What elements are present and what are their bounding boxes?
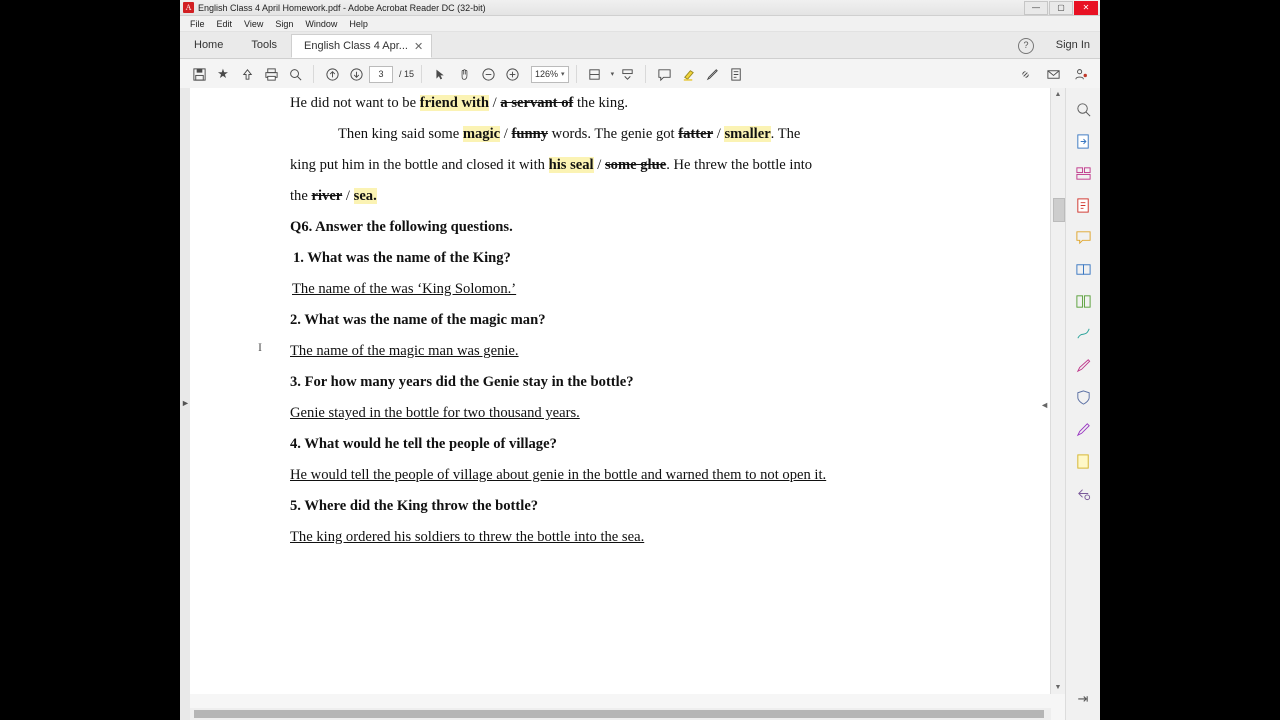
zoom-in-icon[interactable]: [501, 63, 523, 85]
acrobat-window: [180, 0, 1100, 720]
pdf-page[interactable]: [190, 88, 1051, 694]
question-5: 5. Where did the King throw the bottle?: [290, 498, 539, 514]
vertical-scroll-thumb[interactable]: [1053, 198, 1065, 222]
star-icon[interactable]: ★: [217, 66, 229, 81]
certificate-icon[interactable]: [1072, 482, 1094, 504]
text-cursor-icon: I: [258, 340, 262, 354]
window-title: English Class 4 April Homework.pdf - Adobe Acrobat Reader DC (32-bit): [198, 2, 486, 13]
comment-icon[interactable]: [1072, 226, 1094, 248]
toolbar-separator: [645, 65, 646, 83]
combine-files-icon[interactable]: [1072, 258, 1094, 280]
answer-4: He would tell the people of village about genie in the bottle and warned them to not open it.: [290, 467, 827, 483]
answer-1: The name of the was ‘King Solomon.’: [292, 281, 517, 297]
close-button[interactable]: ✕: [1074, 1, 1098, 15]
vertical-scrollbar[interactable]: [1050, 88, 1065, 694]
main-toolbar: [180, 59, 1100, 90]
page-number-input[interactable]: 3: [369, 66, 393, 83]
tab-home[interactable]: Home: [194, 39, 224, 51]
answer-5: The king ordered his soldiers to threw the bottle into the sea.: [290, 529, 645, 545]
work-area: [180, 88, 1100, 720]
doc-line-3: king put him in the bottle and closed it with his seal / some glue. He threw the bottle into: [290, 157, 813, 173]
menu-item-view[interactable]: View: [244, 18, 264, 29]
toolbar-separator: [313, 65, 314, 83]
answer-3: Genie stayed in the bottle for two thousand years.: [290, 405, 580, 421]
organize-pages-icon[interactable]: [1072, 290, 1094, 312]
share-icon[interactable]: [1070, 63, 1092, 85]
menu-item-window[interactable]: Window: [305, 18, 338, 29]
expand-rail-icon[interactable]: ⇥: [1077, 691, 1089, 706]
save-icon[interactable]: [188, 63, 210, 85]
question-2: 2. What was the name of the magic man?: [290, 312, 546, 328]
doc-line-2: Then king said some magic / funny words. The genie got fatter / smaller. The: [338, 126, 801, 142]
chevron-down-icon[interactable]: ▾: [610, 71, 615, 78]
create-pdf-icon[interactable]: [1072, 162, 1094, 184]
hand-tool-icon[interactable]: [453, 63, 475, 85]
tab-document-label: English Class 4 Apr...: [304, 40, 408, 52]
menu-item-sign[interactable]: Sign: [275, 18, 294, 29]
expand-navigation-icon[interactable]: ►: [181, 398, 190, 408]
doc-line-1: He did not want to be friend with / a servant of the king.: [290, 95, 629, 111]
print-icon[interactable]: [260, 63, 282, 85]
edit-pdf-icon[interactable]: [1072, 194, 1094, 216]
acrobat-logo-icon: A: [183, 2, 194, 13]
menu-bar: [180, 16, 1100, 32]
fit-page-icon[interactable]: [584, 63, 606, 85]
horizontal-scroll-thumb[interactable]: [194, 710, 1044, 718]
answer-2: The name of the magic man was genie.: [290, 343, 519, 359]
toolbar-separator: [576, 65, 577, 83]
search-icon[interactable]: [284, 63, 306, 85]
zoom-out-icon[interactable]: [477, 63, 499, 85]
zoom-level-value: 126%: [535, 69, 559, 79]
tab-bar: [180, 32, 1100, 59]
more-tools-icon[interactable]: [1072, 450, 1094, 472]
question-3: 3. For how many years did the Genie stay in the bottle?: [290, 374, 634, 390]
link-icon[interactable]: [1014, 63, 1036, 85]
question-1: 1. What was the name of the King?: [293, 250, 511, 266]
toolbar-separator: [421, 65, 422, 83]
tab-document[interactable]: [291, 34, 432, 58]
maximize-button[interactable]: ▢: [1049, 1, 1073, 15]
comment-icon[interactable]: [653, 63, 675, 85]
left-navigation-strip[interactable]: [180, 88, 190, 720]
q6-heading: Q6. Answer the following questions.: [290, 219, 513, 235]
search-icon[interactable]: [1072, 98, 1094, 120]
next-page-icon[interactable]: [345, 63, 367, 85]
export-pdf-icon[interactable]: [1072, 130, 1094, 152]
window-controls: [1024, 1, 1098, 15]
stamp-icon[interactable]: [725, 63, 747, 85]
tools-rail: [1065, 88, 1100, 720]
tab-tools[interactable]: Tools: [251, 39, 278, 51]
send-track-icon[interactable]: [1072, 354, 1094, 376]
document-text: [290, 88, 950, 553]
fill-sign-icon[interactable]: [1072, 322, 1094, 344]
question-4: 4. What would he tell the people of village?: [290, 436, 557, 452]
chevron-down-icon: ▾: [561, 71, 565, 78]
upload-icon[interactable]: [236, 63, 258, 85]
menu-item-help[interactable]: Help: [349, 18, 368, 29]
scroll-mode-icon[interactable]: [616, 63, 638, 85]
protect-icon[interactable]: [1072, 386, 1094, 408]
draw-icon[interactable]: [701, 63, 723, 85]
scroll-down-button[interactable]: ▼: [1054, 684, 1062, 691]
edit-signature-icon[interactable]: [1072, 418, 1094, 440]
highlight-icon[interactable]: [677, 63, 699, 85]
mail-icon[interactable]: [1042, 63, 1064, 85]
previous-page-icon[interactable]: [321, 63, 343, 85]
sign-in-button[interactable]: Sign In: [1055, 39, 1090, 51]
doc-line-4: the river / sea.: [290, 188, 377, 204]
page-total-label: / 15: [399, 69, 415, 79]
help-icon[interactable]: ?: [1018, 38, 1034, 54]
menu-item-edit[interactable]: Edit: [216, 18, 233, 29]
collapse-panel-icon[interactable]: ◄: [1040, 400, 1049, 410]
page-viewport[interactable]: [190, 88, 1065, 720]
toolbar-right-group: [1014, 63, 1092, 85]
zoom-level-select[interactable]: [531, 66, 569, 83]
scroll-up-button[interactable]: ▲: [1054, 91, 1062, 98]
select-tool-icon[interactable]: [429, 63, 451, 85]
minimize-button[interactable]: —: [1024, 1, 1048, 15]
horizontal-scrollbar[interactable]: [190, 708, 1051, 720]
close-icon[interactable]: ✕: [413, 40, 424, 53]
title-bar: [180, 0, 1100, 16]
menu-item-file[interactable]: File: [190, 18, 205, 29]
